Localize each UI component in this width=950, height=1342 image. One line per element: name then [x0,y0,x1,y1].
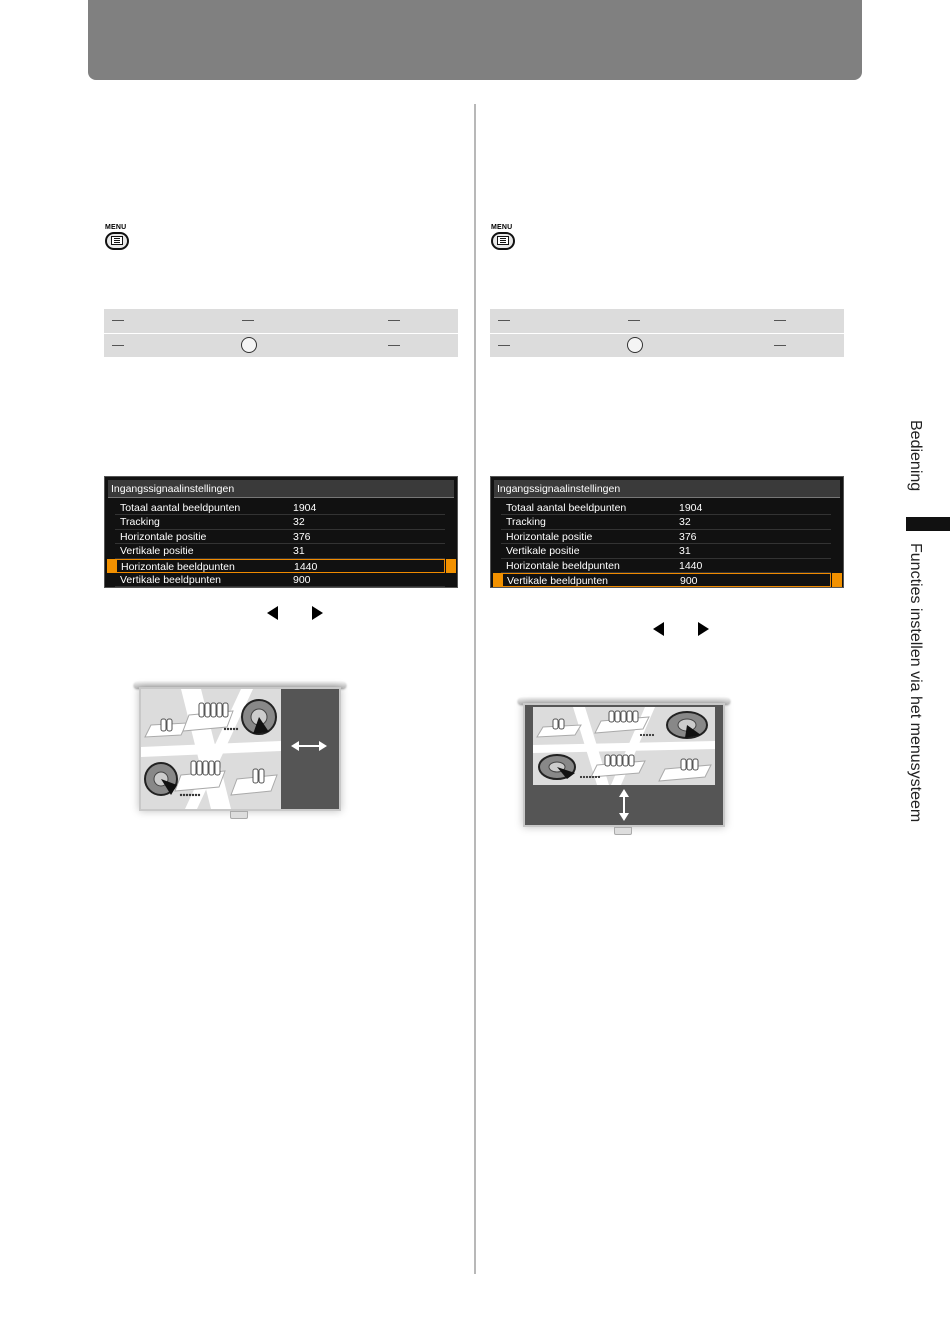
availability-table [490,309,844,357]
osd-row-label: Vertikale beeldpunten [120,573,221,586]
osd-row-label: Horizontale positie [120,530,207,543]
screen-illustration [525,705,723,825]
availability-row [490,333,844,358]
dash-mark [388,320,400,321]
osd-row-label: Totaal aantal beeldpunten [120,502,241,514]
osd-row-label: Tracking [506,516,546,529]
osd-menu [104,476,458,588]
available-circle-icon [627,337,643,353]
left-right-keys [267,606,337,622]
osd-row-value: 32 [293,516,305,529]
osd-row[interactable] [115,501,445,515]
dash-mark [628,320,640,321]
selection-bar-left [107,559,117,573]
osd-row-value: 31 [679,545,691,558]
availability-row [104,333,458,358]
menu-button-icon [104,224,132,254]
left-arrow-icon [653,622,664,636]
osd-row[interactable] [501,530,831,544]
osd-menu [490,476,844,588]
dash-mark [498,320,510,321]
osd-row[interactable] [501,544,831,558]
osd-row[interactable] [115,573,445,587]
dash-mark [112,320,124,321]
dash-mark [498,345,510,346]
selection-bar-right [446,559,456,573]
availability-row [104,309,458,333]
osd-row-label: Vertikale beeldpunten [507,574,608,587]
osd-row-label: Vertikale positie [120,545,194,558]
available-circle-icon [241,337,257,353]
osd-row-label: Totaal aantal beeldpunten [506,502,627,514]
right-column [490,0,846,900]
osd-row[interactable] [115,515,445,529]
osd-title: Ingangssignaalinstellingen [494,480,840,498]
screen-illustration [141,689,339,809]
osd-row-value: 376 [679,530,697,543]
osd-row-value: 31 [293,545,305,558]
osd-row[interactable] [501,501,831,515]
osd-row-label: Horizontale beeldpunten [121,560,235,573]
osd-row-value: 900 [680,574,698,587]
osd-title: Ingangssignaalinstellingen [108,480,454,498]
selection-bar-right [832,573,842,587]
osd-row-value: 900 [293,573,311,586]
availability-row [490,309,844,333]
column-divider [474,104,476,1274]
menu-icon-label: MENU [105,224,127,231]
osd-row[interactable] [501,515,831,529]
menu-button-icon [490,224,518,254]
osd-row[interactable] [501,559,831,573]
availability-table [104,309,458,357]
osd-row-value: 1904 [293,502,317,514]
chapter-tab-marker [906,517,950,531]
osd-row-label: Horizontale beeldpunten [506,559,620,572]
left-right-keys [653,622,723,638]
osd-row-value: 376 [293,530,311,543]
osd-row[interactable] [115,544,445,558]
osd-row-value: 1440 [294,560,318,573]
osd-row-value: 1440 [679,559,703,572]
selection-bar-left [493,573,503,587]
osd-row[interactable] [115,530,445,544]
side-chapter-label: Functies instellen via het menusysteem [907,543,924,823]
projector-screen-vertical [518,698,730,836]
right-arrow-icon [312,606,323,620]
osd-row-label: Tracking [120,516,160,529]
right-arrow-icon [698,622,709,636]
osd-row-label: Horizontale positie [506,530,593,543]
dash-mark [242,320,254,321]
projector-screen-horizontal [134,682,346,820]
osd-row-selected[interactable] [115,559,445,573]
osd-row-value: 32 [679,516,691,529]
left-column [104,0,460,900]
osd-row-label: Vertikale positie [506,545,580,558]
menu-icon-label: MENU [491,224,513,231]
dash-mark [388,345,400,346]
osd-row-value: 1904 [679,502,703,514]
osd-row-selected[interactable] [501,573,831,587]
dash-mark [774,320,786,321]
side-section-label: Bediening [907,420,924,492]
left-arrow-icon [267,606,278,620]
dash-mark [774,345,786,346]
dash-mark [112,345,124,346]
